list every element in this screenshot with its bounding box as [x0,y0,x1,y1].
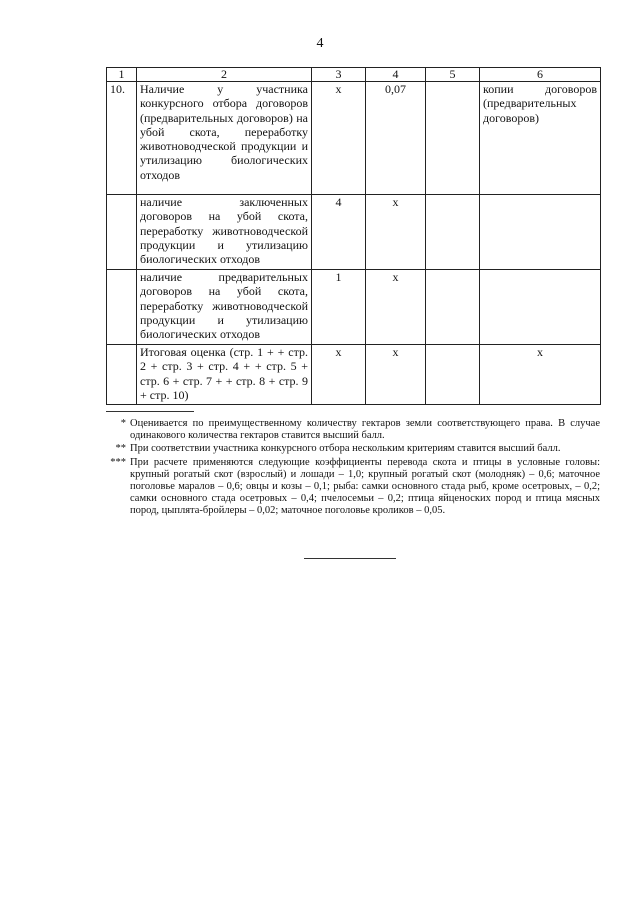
row-number [107,345,137,405]
cell-points: х [312,345,366,405]
cell-weight: 0,07 [366,82,426,195]
criterion-text: Итоговая оценка (стр. 1 + + стр. 2 + стр. 3 + стр. 4 + + стр. 5 + стр. 6 + стр. 7 + + стр. 8 + стр. 9 + стр. 10) [137,345,312,405]
column-header: 3 [312,68,366,82]
table-row [107,345,601,405]
footnote-mark: *** [110,456,126,468]
cell-documents [480,270,601,345]
criterion-text: Наличие у участника конкурсного отбора договоров (предварительных договоров) на убой скота, переработку животноводческой продукции и утилизацию биологических отходов [137,82,312,195]
end-of-document-line [304,558,396,559]
cell-documents: х [480,345,601,405]
cell-points: 4 [312,195,366,270]
cell-weight: х [366,345,426,405]
table-row [107,82,601,195]
column-header: 5 [426,68,480,82]
cell-documents: копии договоров (предварительных договоров) [480,82,601,195]
row-number [107,270,137,345]
footnote-mark: ** [115,443,126,455]
table-row [107,270,601,345]
criterion-text: наличие заключенных договоров на убой скота, переработку животноводческой продукции и утилизацию биологических отходов [137,195,312,270]
footnote-separator [106,411,194,412]
footnote-text: При расчете применяются следующие коэффициенты перевода скота и птицы в условные головы: крупный рогатый скот (взрослый) и лошади – 1,0; крупный рогатый скот (молодняк) – 0,6; маточное поголовье маралов – 0,6; овцы и козы – 0,1; рыба: самки основного стада рыб, кроме осетровых, – 0,2; самки основного стада осетровых – 0,4; пчелосемьи – 0,2; птица яйценоских пород и птица мясных пород, цыплята-бройлеры – 0,02; маточное поголовье кроликов – 0,05. [130,456,600,517]
footnote [106,457,600,518]
cell-weight: х [366,195,426,270]
table-header-row [107,68,601,82]
footnote-text: Оценивается по преимущественному количеству гектаров земли соответствующего права. В случае одинакового количества гектаров ставится высший балл. [130,418,600,442]
cell-score [426,82,480,195]
cell-score [426,345,480,405]
row-number [107,195,137,270]
column-header: 1 [107,68,137,82]
criterion-text: наличие предварительных договоров на убой скота, переработку животноводческой продукции и утилизацию биологических отходов [137,270,312,345]
cell-score [426,195,480,270]
column-header: 6 [480,68,601,82]
footnote-mark: * [120,418,126,429]
footnotes [106,418,600,519]
column-header: 4 [366,68,426,82]
cell-score [426,270,480,345]
cell-points: х [312,82,366,195]
criteria-table [106,67,601,405]
page-number: 4 [316,36,324,51]
cell-documents [480,195,601,270]
cell-points: 1 [312,270,366,345]
footnote [106,443,600,455]
cell-weight: х [366,270,426,345]
column-header: 2 [137,68,312,82]
footnote-text: При соответствии участника конкурсного отбора нескольким критериям ставится высший балл. [130,443,561,455]
footnote [106,418,600,442]
row-number: 10. [107,82,137,195]
table-row [107,195,601,270]
